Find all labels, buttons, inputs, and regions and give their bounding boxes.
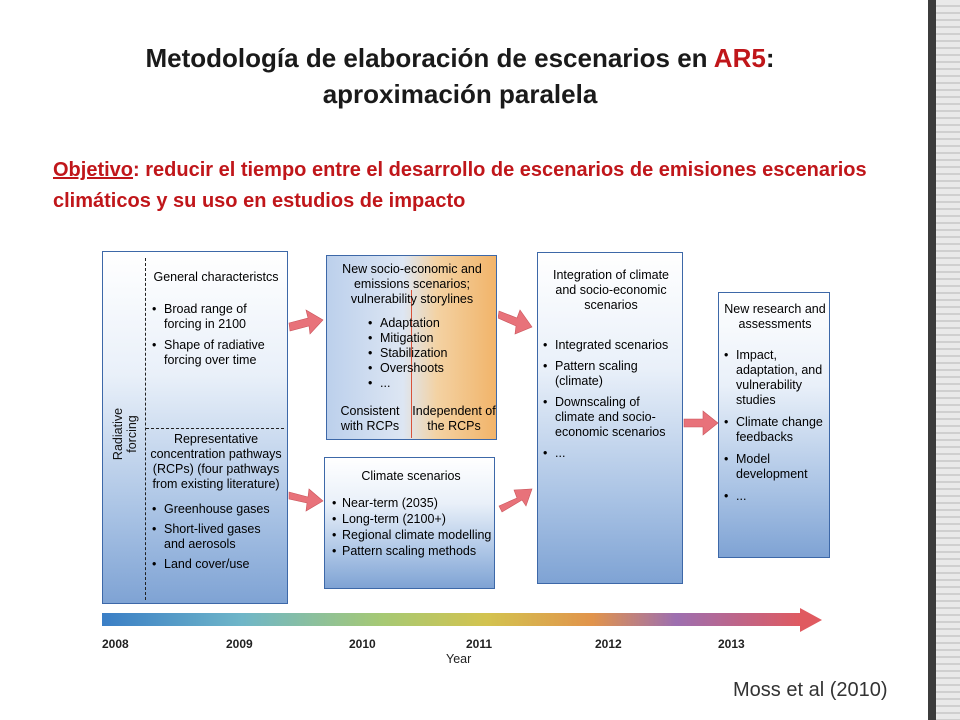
list-item: • Pattern scaling methods xyxy=(332,544,477,558)
arrow-right-icon xyxy=(498,484,534,514)
list-item: • Greenhouse gases xyxy=(152,502,270,516)
list-item: • Integrated scenarios xyxy=(543,338,669,352)
list-item: • Short-lived gases and aerosols xyxy=(152,522,261,551)
list-item: • Climate change feedbacks xyxy=(724,415,823,444)
list-item: • Downscaling of climate and socio-economic scenarios xyxy=(543,395,666,439)
socio-content xyxy=(330,262,494,391)
timeline-arrowhead-icon xyxy=(800,608,824,632)
rcp-section xyxy=(150,432,282,572)
socio-title: New socio-economic and emissions scenarios; vulnerability storylines xyxy=(342,262,482,306)
list-item: • Near-term (2035) xyxy=(332,496,438,510)
list-item: • Model development xyxy=(724,452,808,481)
citation: Moss et al (2010) xyxy=(733,679,888,701)
radiative-forcing-label: Radiative forcing xyxy=(111,407,139,461)
list-item: • ... xyxy=(368,376,391,390)
timeline-bar xyxy=(102,613,802,626)
research-title: New research and assessments xyxy=(724,302,826,331)
title-line1-after: : xyxy=(765,43,775,73)
list-item: • ... xyxy=(724,489,747,503)
list-item: • Regional climate modelling xyxy=(332,528,492,542)
title-highlight: AR5 xyxy=(713,43,766,73)
list-item: • Overshoots xyxy=(368,361,444,375)
list-item: • Broad range of forcing in 2100 xyxy=(152,302,247,331)
integration-content xyxy=(541,268,681,461)
list-item: • Land cover/use xyxy=(152,557,250,571)
objective-text xyxy=(53,155,893,217)
timeline-tick: 2013 xyxy=(718,637,745,651)
list-item: • Pattern scaling (climate) xyxy=(543,359,638,388)
page-title xyxy=(60,40,860,112)
objective-label: Objetivo xyxy=(53,159,134,181)
timeline-tick: 2009 xyxy=(226,637,253,651)
general-title: General characteristcs xyxy=(153,270,279,284)
list-item: • ... xyxy=(543,446,566,460)
arrow-right-icon xyxy=(683,408,719,438)
objective-body: : reducir el tiempo entre el desarrollo de escenarios de emisiones escenarios climáticos y su uso en estudios de impacto xyxy=(53,159,867,212)
arrow-right-icon xyxy=(288,306,324,336)
list-item: • Mitigation xyxy=(368,331,434,345)
slide-edge-dark xyxy=(928,0,936,720)
integration-title: Integration of climate and socio-economic scenarios xyxy=(552,268,670,312)
timeline-tick: 2010 xyxy=(349,637,376,651)
list-item: • Stabilization xyxy=(368,346,448,360)
general-characteristics xyxy=(150,270,282,368)
timeline-tick: 2011 xyxy=(466,637,493,651)
radiative-forcing-divider xyxy=(145,258,146,600)
arrow-right-icon xyxy=(288,484,324,514)
timeline-axis-label: Year xyxy=(446,652,472,666)
arrow-right-icon xyxy=(498,305,534,337)
research-content xyxy=(722,302,828,504)
climate-title: Climate scenarios xyxy=(361,469,461,483)
title-line1-before: Metodología de elaboración de escenarios en xyxy=(145,43,714,73)
climate-content xyxy=(330,469,492,559)
socio-right-label: Independent of the RCPs xyxy=(412,404,496,433)
slide-edge-pattern xyxy=(936,0,960,720)
list-item: • Long-term (2100+) xyxy=(332,512,446,526)
timeline-tick: 2008 xyxy=(102,637,129,651)
list-item: • Impact, adaptation, and vulnerability studies xyxy=(724,348,823,407)
list-item: • Shape of radiative forcing over time xyxy=(152,338,265,367)
title-line2: aproximación paralela xyxy=(322,79,598,109)
timeline-tick: 2012 xyxy=(595,637,622,651)
rcp-title: Representative concentration pathways (RCPs) (four pathways from existing literature) xyxy=(150,432,282,491)
list-item: • Adaptation xyxy=(368,316,440,330)
socio-left-label: Consistent with RCPs xyxy=(340,404,400,433)
rcp-divider xyxy=(146,428,284,429)
